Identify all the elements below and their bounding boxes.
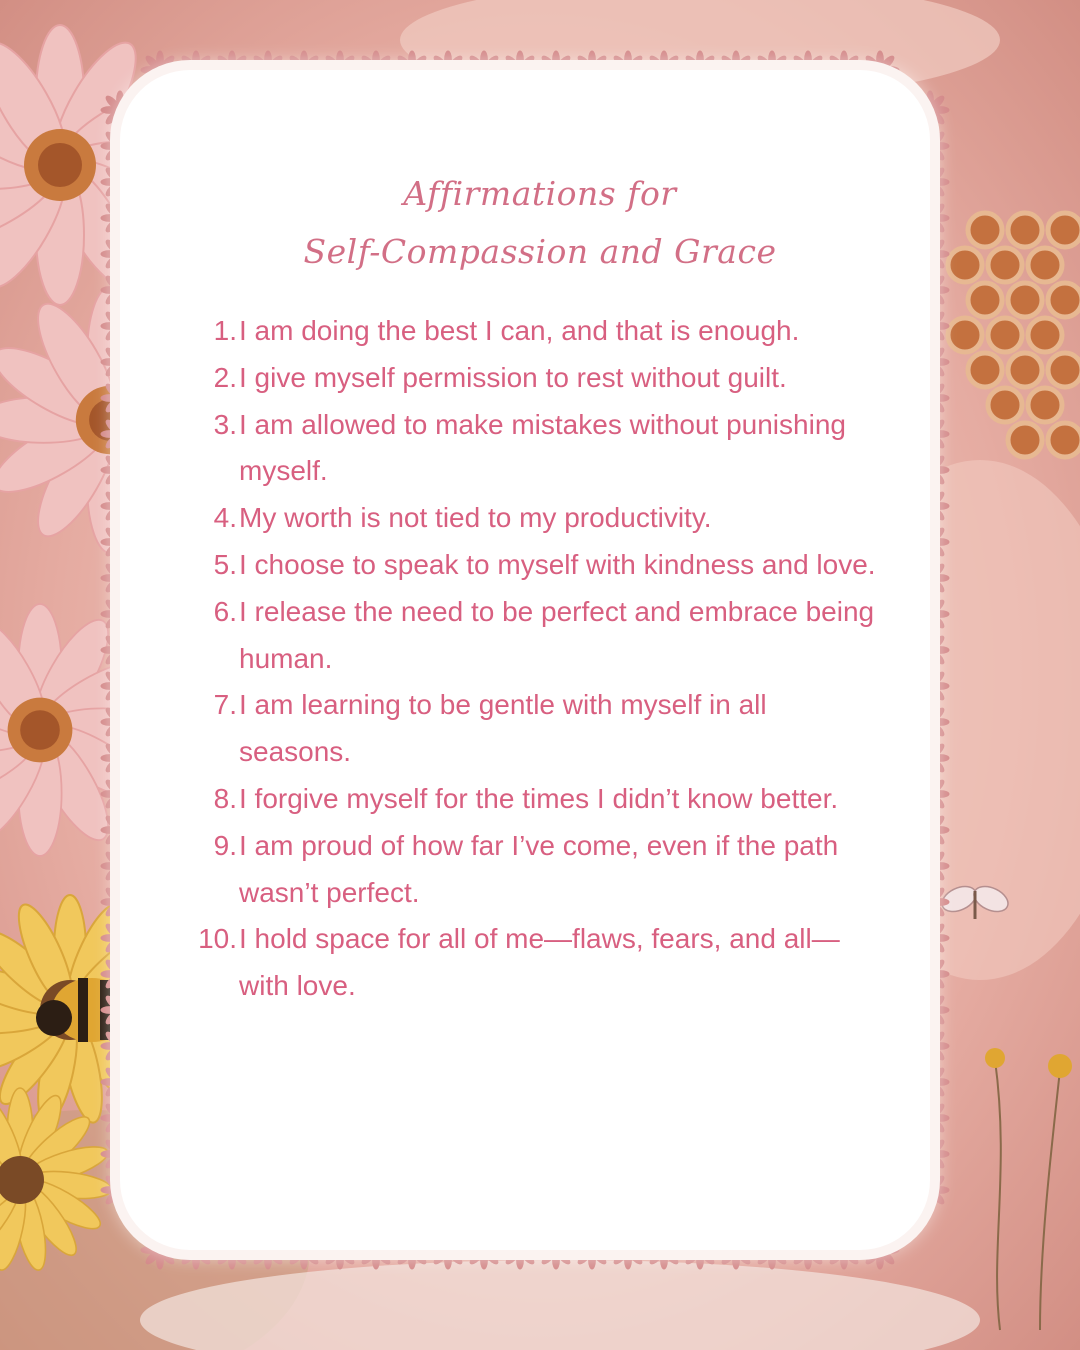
item-number: 2. xyxy=(213,361,237,393)
list-item xyxy=(192,495,882,542)
list-item xyxy=(192,823,882,917)
item-text: I am allowed to make mistakes without punishing myself. xyxy=(239,408,846,487)
item-text: I am proud of how far I’ve come, even if the path wasn’t perfect. xyxy=(239,829,839,908)
item-number: 1. xyxy=(213,315,237,346)
item-text: I release the need to be perfect and embrace being human. xyxy=(239,595,875,674)
item-text: I give myself permission to rest without guilt. xyxy=(239,361,787,393)
item-text: I hold space for all of me—flaws, fears, and all—with love. xyxy=(239,923,840,1002)
list-item xyxy=(192,308,882,355)
list-item xyxy=(192,589,882,683)
item-text: My worth is not tied to my productivity. xyxy=(239,502,712,534)
item-number: 5. xyxy=(213,548,237,580)
item-text: I am learning to be gentle with myself in all seasons. xyxy=(239,689,767,768)
title-line-2: Self-Compassion and Grace xyxy=(303,232,777,271)
item-text: I forgive myself for the times I didn’t know better. xyxy=(239,782,839,814)
item-number: 3. xyxy=(213,408,237,440)
list-item xyxy=(192,776,882,823)
affirmation-list xyxy=(192,308,882,1010)
item-number: 10. xyxy=(198,923,237,955)
list-item xyxy=(192,916,882,1010)
item-number: 4. xyxy=(213,502,237,534)
item-text: I am doing the best I can, and that is enough. xyxy=(239,315,800,346)
list-item xyxy=(192,402,882,496)
item-number: 9. xyxy=(213,829,237,861)
item-number: 6. xyxy=(213,595,237,627)
item-number: 7. xyxy=(213,689,237,721)
page-title xyxy=(0,165,1080,281)
title-line-1: Affirmations for xyxy=(403,174,677,213)
list-item xyxy=(192,542,882,589)
item-text: I choose to speak to myself with kindness and love. xyxy=(239,548,876,580)
item-number: 8. xyxy=(213,782,237,814)
list-item xyxy=(192,355,882,402)
list-item xyxy=(192,682,882,776)
